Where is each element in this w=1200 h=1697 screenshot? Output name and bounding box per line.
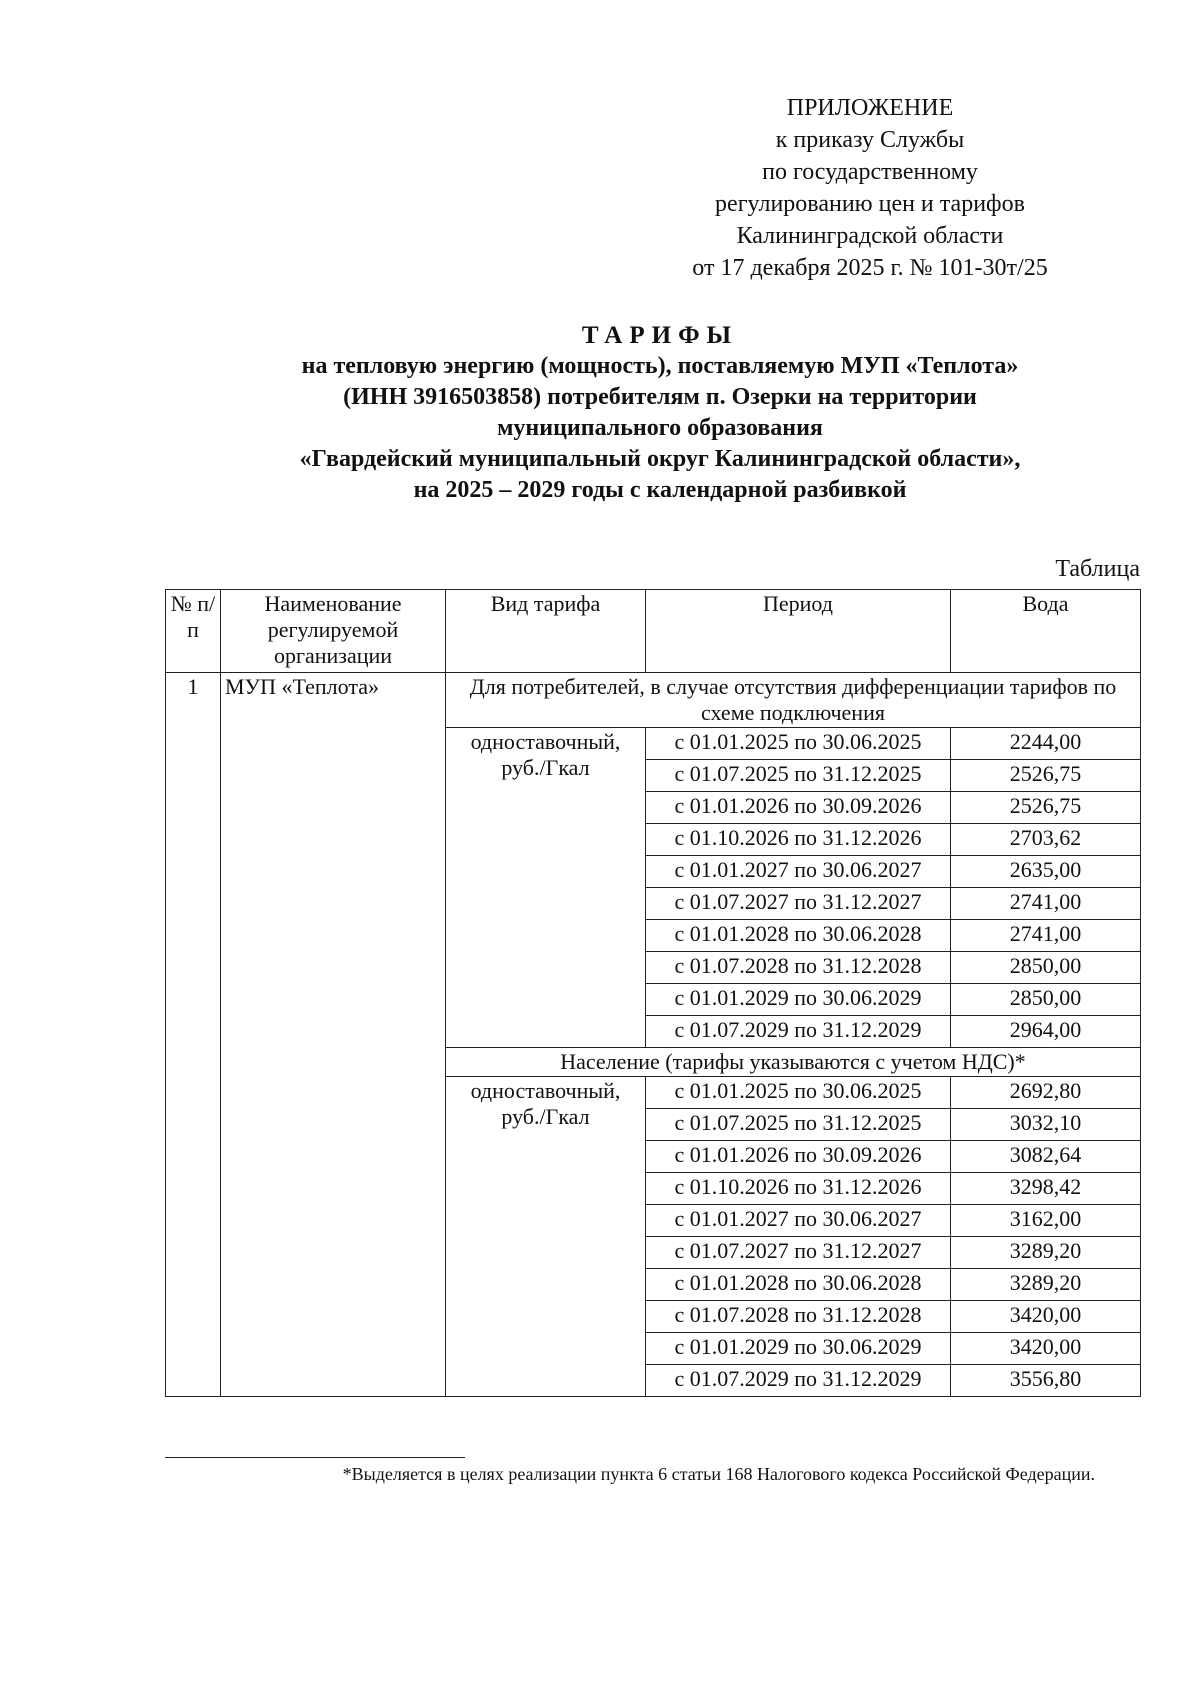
period-cell: с 01.07.2027 по 31.12.2027 — [646, 888, 951, 920]
value-cell: 2692,80 — [951, 1077, 1141, 1109]
header-num: № п/п — [166, 590, 221, 673]
appendix-line: от 17 декабря 2025 г. № 101-30т/25 — [692, 255, 1048, 281]
period-cell: с 01.07.2028 по 31.12.2028 — [646, 1301, 951, 1333]
value-cell: 2964,00 — [951, 1016, 1141, 1048]
period-cell: с 01.07.2027 по 31.12.2027 — [646, 1237, 951, 1269]
period-cell: с 01.01.2029 по 30.06.2029 — [646, 1333, 951, 1365]
title-line: «Гвардейский муниципальный округ Калининградской области», — [299, 446, 1021, 472]
appendix-line: регулированию цен и тарифов — [715, 191, 1025, 217]
organization-name: МУП «Теплота» — [221, 673, 446, 1397]
value-cell: 2850,00 — [951, 984, 1141, 1016]
value-cell: 3420,00 — [951, 1301, 1141, 1333]
value-cell: 3289,20 — [951, 1269, 1141, 1301]
footnote: *Выделяется в целях реализации пункта 6 статьи 168 Налогового кодекса Российской Федерации. — [342, 1464, 1095, 1484]
row-number: 1 — [166, 673, 221, 1397]
document-title — [120, 320, 1200, 506]
table-caption: Таблица — [1055, 556, 1140, 582]
appendix-line: ПРИЛОЖЕНИЕ — [786, 95, 954, 121]
tariff-type: одноставочный, руб./Гкал — [446, 1077, 646, 1397]
header-org: Наименование регулируемой организации — [221, 590, 446, 673]
period-cell: с 01.07.2029 по 31.12.2029 — [646, 1016, 951, 1048]
value-cell: 2526,75 — [951, 760, 1141, 792]
period-cell: с 01.01.2025 по 30.06.2025 — [646, 1077, 951, 1109]
tariff-type: одноставочный, руб./Гкал — [446, 728, 646, 1048]
value-cell: 2850,00 — [951, 952, 1141, 984]
period-cell: с 01.07.2025 по 31.12.2025 — [646, 760, 951, 792]
value-cell: 3082,64 — [951, 1141, 1141, 1173]
tariff-table — [165, 589, 1141, 1397]
title-line: (ИНН 3916503858) потребителям п. Озерки на территории — [343, 384, 977, 410]
period-cell: с 01.01.2026 по 30.09.2026 — [646, 792, 951, 824]
value-cell: 3032,10 — [951, 1109, 1141, 1141]
period-cell: с 01.01.2026 по 30.09.2026 — [646, 1141, 951, 1173]
title-line: муниципального образования — [497, 415, 823, 441]
period-cell: с 01.07.2025 по 31.12.2025 — [646, 1109, 951, 1141]
title-line: на 2025 – 2029 годы с календарной разбивкой — [413, 477, 907, 503]
period-cell: с 01.10.2026 по 31.12.2026 — [646, 1173, 951, 1205]
period-cell: с 01.01.2027 по 30.06.2027 — [646, 1205, 951, 1237]
footnote-divider — [165, 1457, 465, 1458]
appendix-line: по государственному — [762, 159, 978, 185]
value-cell: 2703,62 — [951, 824, 1141, 856]
value-cell: 2741,00 — [951, 888, 1141, 920]
value-cell: 3162,00 — [951, 1205, 1141, 1237]
value-cell: 3556,80 — [951, 1365, 1141, 1397]
value-cell: 2741,00 — [951, 920, 1141, 952]
value-cell: 2244,00 — [951, 728, 1141, 760]
appendix-block — [640, 92, 1100, 284]
appendix-line: к приказу Службы — [775, 127, 965, 153]
group-title: Население (тарифы указываются с учетом НДС)* — [446, 1048, 1141, 1077]
period-cell: с 01.10.2026 по 31.12.2026 — [646, 824, 951, 856]
table-header-row — [166, 590, 1141, 673]
header-type: Вид тарифа — [446, 590, 646, 673]
title-line: на тепловую энергию (мощность), поставляемую МУП «Теплота» — [301, 353, 1019, 379]
header-period: Период — [646, 590, 951, 673]
appendix-line: Калининградской области — [736, 223, 1004, 249]
value-cell: 2526,75 — [951, 792, 1141, 824]
period-cell: с 01.07.2029 по 31.12.2029 — [646, 1365, 951, 1397]
value-cell: 3420,00 — [951, 1333, 1141, 1365]
period-cell: с 01.01.2025 по 30.06.2025 — [646, 728, 951, 760]
value-cell: 3289,20 — [951, 1237, 1141, 1269]
period-cell: с 01.01.2029 по 30.06.2029 — [646, 984, 951, 1016]
group-title: Для потребителей, в случае отсутствия дифференциации тарифов по схеме подключения — [446, 673, 1141, 728]
header-value: Вода — [951, 590, 1141, 673]
title-heading: ТАРИФЫ — [581, 322, 739, 349]
period-cell: с 01.01.2028 по 30.06.2028 — [646, 1269, 951, 1301]
period-cell: с 01.01.2027 по 30.06.2027 — [646, 856, 951, 888]
table-body — [166, 673, 1141, 1397]
period-cell: с 01.01.2028 по 30.06.2028 — [646, 920, 951, 952]
period-cell: с 01.07.2028 по 31.12.2028 — [646, 952, 951, 984]
value-cell: 3298,42 — [951, 1173, 1141, 1205]
group-title-row — [166, 673, 1141, 728]
value-cell: 2635,00 — [951, 856, 1141, 888]
